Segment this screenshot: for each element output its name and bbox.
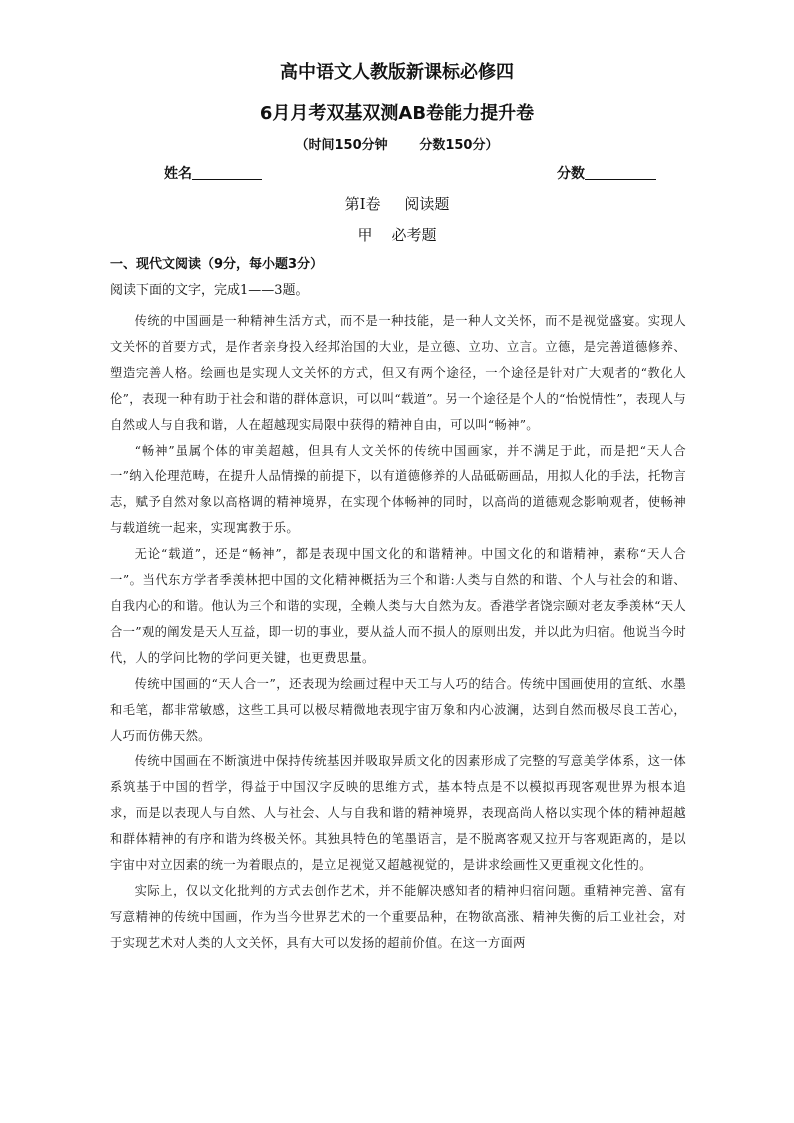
article-paragraph: 传统的中国画是一种精神生活方式，而不是一种技能，是一种人文关怀，而不是视觉盛宴。实现人文关怀的首要方式，是作者亲身投入经邦治国的大业，是立德、立功、立言。立德，是完善道德修养、塑造完善人格。绘画也是实现人文关怀的方式，但又有两个途径，一个途径是针对广大观者的“教化人伦”，表现一种有助于社会和谐的群体意识，可以叫“载道”。另一个途径是个人的“怡悦情性”，表现人与自然或人与自我和谐，人在超越现实局限中获得的精神自由，可以叫“畅神”。 (110, 314, 686, 432)
question-heading: 一、现代文阅读（9分，每小题3分） (110, 257, 324, 272)
score-blank[interactable] (585, 165, 656, 180)
score-label: 分数 (557, 166, 585, 182)
name-blank[interactable] (192, 165, 262, 180)
article-paragraph: 传统中国画在不断演进中保持传统基因并吸取异质文化的因素形成了完整的写意美学体系，这一体系筑基于中国的哲学，得益于中国汉字反映的思维方式，基本特点是不以模拟再现客观世界为根本追求，而是以表现人与自然、人与社会、人与自我和谐的精神境界，表现高尚人格以实现个体的精神超越和群体精神的有序和谐为终极关怀。其独具特色的笔墨语言，是不脱离客观又拉开与客观距离的，是以宇宙中对立因素的统一为着眼点的，是立足视觉又超越视觉的，是讲求绘画性又更重视文化性的。 (110, 754, 686, 873)
question-instruction: 阅读下面的文字，完成1——3题。 (110, 283, 309, 298)
article-body (110, 309, 686, 957)
score-field (557, 163, 656, 185)
section-title: 甲 必考题 (357, 226, 437, 244)
article-paragraph: 实际上，仅以文化批判的方式去创作艺术，并不能解决感知者的精神归宿问题。重精神完善、富有写意精神的传统中国画，作为当今世界艺术的一个重要品种，在物欲高涨、精神失衡的后工业社会，对于实现艺术对人类的人文关怀，具有大可以发扬的超前价值。在这一方面两 (110, 883, 686, 950)
article-paragraph: 传统中国画的“天人合一”，还表现为绘画过程中天工与人巧的结合。传统中国画使用的宣纸、水墨和毛笔，都非常敏感，这些工具可以极尽精微地表现宇宙万象和内心波澜，达到自然而极尽良工苦心，人巧而仿佛天然。 (110, 676, 686, 743)
article-paragraph: “畅神”虽属个体的审美超越，但具有人文关怀的传统中国画家，并不满足于此，而是把“天人合一”纳入伦理范畴，在提升人品情操的前提下，以有道德修养的人品砥砺画品，用拟人化的手法，托物言志，赋予自然对象以高格调的精神境界，在实现个体畅神的同时，以高尚的道德观念影响观者，使畅神与载道统一起来，实现寓教于乐。 (110, 443, 686, 536)
exam-title: 高中语文人教版新课标必修四 (280, 62, 514, 83)
exam-subtitle: 6月月考双基双测AB卷能力提升卷 (259, 103, 535, 124)
volume-title: 第Ⅰ卷 阅读题 (344, 195, 450, 213)
article-paragraph: 无论“载道”，还是“畅神”，都是表现中国文化的和谐精神。中国文化的和谐精神，素称“天人合一”。当代东方学者季羡林把中国的文化精神概括为三个和谐:人类与自然的和谐、个人与社会的和谐、自我内心的和谐。他认为三个和谐的实现，全赖人类与大自然为友。香港学者饶宗颐对老友季羡林“天人合一”观的阐发是天人互益，即一切的事业，要从益人而不损人的原则出发，并以此为归宿。他说当今时代，人的学问比物的学问更关键，也更费思量。 (110, 547, 686, 665)
time-score-info: （时间150分钟 分数150分） (295, 138, 499, 153)
name-field (164, 163, 262, 185)
name-label: 姓名 (164, 166, 192, 182)
